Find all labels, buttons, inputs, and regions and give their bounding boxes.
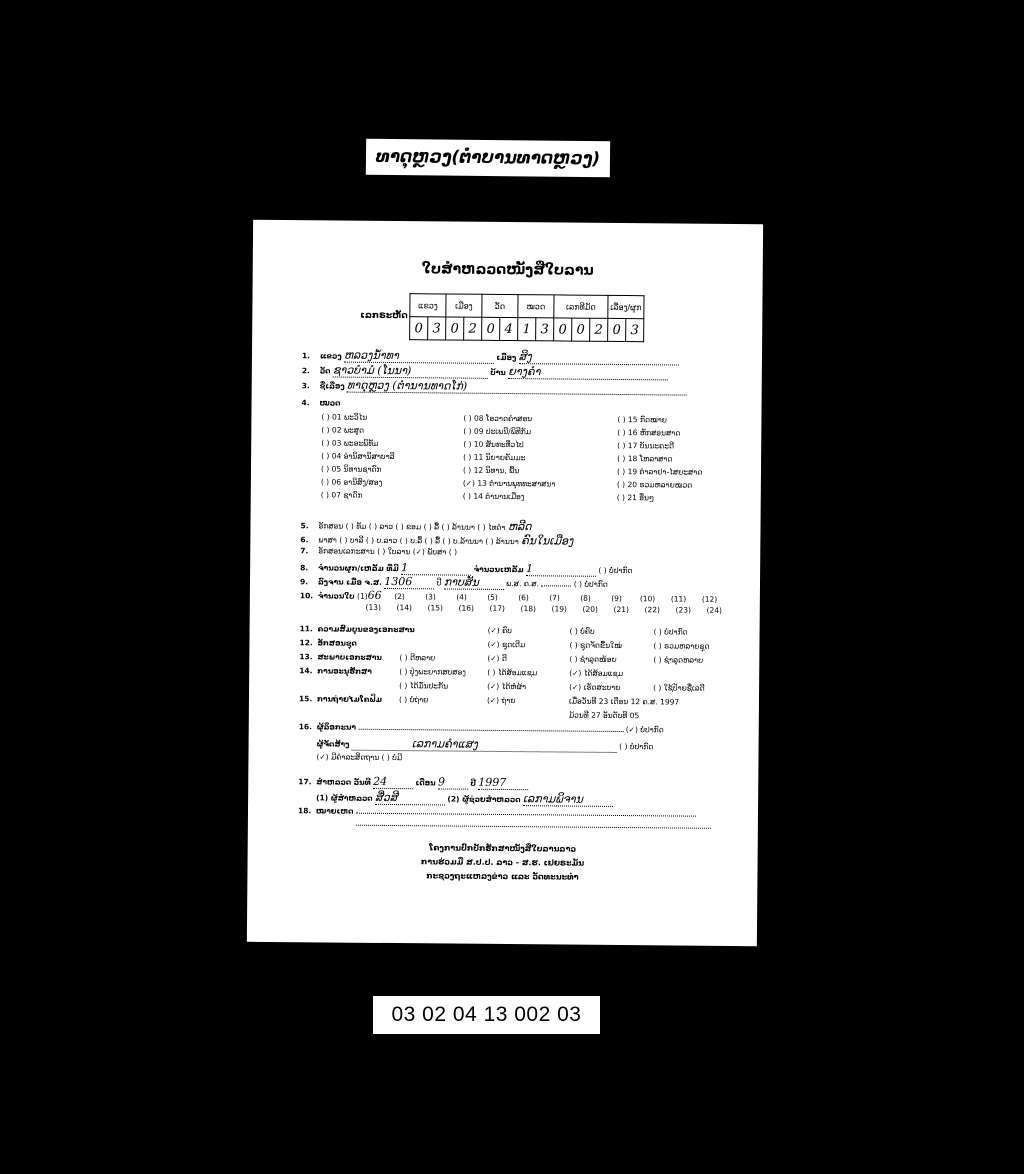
row-set: 12. ອັກສອນຊຸດ [299, 638, 357, 648]
row-title: 3. ຊື່ເລື່ອງ ທາດຸຫຼວງ (ຕໍານານທາດໂກ່) [302, 378, 687, 395]
code-digit: 0 [446, 317, 464, 340]
bottom-code-label: 03 02 04 13 002 03 [373, 996, 600, 1034]
condition-option: ( ) ປຸ່ງພະຍາກສບສອງ [399, 667, 466, 677]
category-option: ( ) 11 ນິຍາຍຄັມມະ [463, 452, 526, 463]
row-scribe: 16. ຜູ້ລຶອກະນາ (✓) ບໍ່ປາກົດ [298, 722, 664, 735]
category-option: ( ) 07 ຊາດົກ [320, 490, 363, 500]
condition-option: (✓) ຄົບ [487, 625, 512, 636]
category-option: ( ) 01 ພະວິໄນ [321, 412, 368, 422]
condition-option: ( ) ໄດ້ມັ່ນປະກັນ [399, 681, 449, 691]
code-header: ເລກທີມັດ [554, 295, 608, 318]
leaf-count-slot: (24) [706, 605, 723, 615]
row-leaves: 10. ຈໍານວນໃບ (1)66 (2) (3) (4) (5) (6) (7) (8) (9) (10) (11) (12) [300, 588, 725, 605]
code-digit: 0 [608, 318, 626, 341]
row-notes: 18. ໝາຍເຫດ [298, 806, 696, 818]
condition-option: (✓) ຖ່າຍ [486, 695, 516, 706]
microfilm-roll: ມ້ວນທີ 27 ອັນດັບທີ 05 [568, 710, 640, 721]
code-digit: 3 [428, 317, 446, 340]
row-temple: 2. ວັດ ຊາວບໍາມໍ (ໂນນາ) ບ້ານ ຍາງຄໍາ [302, 363, 668, 380]
code-digit: 2 [464, 317, 482, 340]
condition-option: ( ) ຊໍາລຸດໜ້ອຍ [569, 654, 617, 664]
leaf-count-slot: (14) [396, 603, 413, 613]
row-conservation: 14. ການອະນຸຮັກສາ [299, 666, 372, 676]
category-option: ( ) 19 ຕໍາລາຢາ-ໄສຍະສາດ [616, 466, 703, 477]
category-option: ( ) 21 ອື່ນໆ [616, 492, 655, 503]
code-header: ເລື່ອງ/ຜູກ [608, 295, 644, 318]
condition-option: (✓) ໄດ້ສ້ອມແຊມ [569, 668, 624, 679]
code-header: ວັດ [482, 294, 518, 317]
row-condition: 13. ສະພາບເອກະສານ [299, 652, 382, 662]
leaf-count-slot: (15) [427, 603, 444, 613]
condition-option: ( ) ບໍ່ຄົບ [569, 626, 595, 636]
code-header: ແຂວງ [410, 294, 446, 317]
category-option: ( ) 17 ບັນນະຄະດີ [617, 440, 675, 451]
leaf-count-slot: (17) [489, 603, 506, 614]
leaf-count-slot: (13) [365, 602, 382, 612]
category-option: ( ) 06 ອານິສົງ/ສອງ [320, 477, 383, 487]
category-option: ( ) 14 ຕໍານານເມືອງ [462, 491, 525, 502]
code-header: ເມືອງ [446, 294, 482, 317]
leaf-count-slot: (10) [639, 594, 656, 604]
condition-option: ( ) ດີຫລາຍ [399, 653, 436, 663]
district-value: ສິງ [518, 350, 532, 364]
leaf-count-slot: (12) [701, 594, 718, 604]
footer-cooperation: ການຮ່ວມມື ສ.ປ.ປ. ລາວ - ສ.ຮ. ເຢຍຣະມັນ [420, 857, 585, 868]
leaf-count-slot: (5) [487, 592, 498, 602]
condition-option: (✓) ຊຸດເດີມ [487, 639, 526, 650]
leaf-count-slot: (23) [675, 605, 692, 615]
category-option: (✓) 13 ຕໍານານພຸທທະສາສນາ [462, 478, 556, 489]
category-option: ( ) 18 ໂຫລາສາດ [617, 453, 673, 464]
category-option: ( ) 02 ພະສູດ [321, 425, 365, 435]
leaf-count-slot: (9) [611, 593, 622, 604]
code-digit: 2 [590, 318, 608, 341]
category-option: ( ) 04 ອໍານິສານິສາບາລີ [321, 451, 395, 462]
code-digit: 3 [536, 318, 554, 341]
code-digit: 0 [554, 318, 572, 341]
code-digit: 1 [518, 318, 536, 341]
leaf-count-slot: (19) [551, 604, 568, 614]
code-table [409, 293, 644, 342]
condition-option: (✓) ໄດ້ຫໍ່ຜ້າ [487, 681, 527, 692]
code-digit: 3 [626, 319, 644, 342]
leaf-count-slot: (3) [425, 592, 436, 602]
row-notes-2 [356, 819, 711, 831]
row-material: 7. ອັກສອນເລກະສານ ( ) ໃບລານ (✓) ພັບສາ ( ) [300, 546, 458, 557]
category-option: ( ) 16 ຫັກສອນສາດ [617, 427, 681, 438]
leaf-count-slot: (20) [582, 604, 599, 614]
village-value: ຍາງຄໍາ [508, 365, 541, 379]
leaf-count-slot: (8) [580, 593, 591, 603]
top-title-label: ທາດຸຫຼວງ(ຕໍາບານທາດຫຼວງ) [366, 139, 610, 178]
condition-option: (✓) ດີ [487, 653, 507, 664]
condition-option: ( ) ໄດ້ສ້ອມແຊມ [487, 667, 538, 678]
row-leaves-2 [358, 603, 730, 615]
row-category: 4. ໝວດ [301, 398, 341, 408]
leaf-count-slot: (6) [518, 593, 529, 603]
condition-option: ( ) ບໍ່ຖ່າຍ [398, 695, 429, 705]
leaf-count-slot: (4) [456, 592, 467, 602]
footer-ministry: ກະຊວງຖະແຫລງຂ່າວ ແລະ ວັດທະນະທໍາ [426, 871, 579, 882]
row-surveyors: (1) ຜູ້ສໍາຫລວດ ສີ່ວສີ (2) ຜູ້ຊ່ວຍສໍາຫລວດ ເລກາມພິຈານ [316, 790, 613, 807]
row-completeness: 11. ຄວາມສົມບູນຂອງເອກະສານ [299, 624, 415, 635]
code-digit: 0 [482, 317, 500, 340]
category-option: ( ) 20 ຣວມຫລາຍໝວດ [616, 479, 693, 490]
leaf-count-slot: (22) [644, 605, 661, 615]
condition-option: ( ) ໃຊ້ປ້າຍຊື່ເລດີ [653, 683, 705, 693]
category-option: ( ) 10 ສັນທະທີ່ວໄປ [463, 439, 524, 450]
row-colophon: (✓) ມີຄໍາລະສິດຖານ ( ) ບໍ່ມີ [316, 752, 403, 763]
row-microfilm: 15. ການຖ່າຍໄມໂຄຟິມ [298, 694, 383, 704]
category-option: ( ) 12 ນິທານ, ພື້ນ [462, 465, 520, 476]
category-option: ( ) 05 ນິທານຊາດົກ [320, 464, 382, 474]
leaf-count-slot: (7) [549, 593, 560, 603]
survey-form [247, 220, 763, 946]
leaf-count-slot: (16) [458, 603, 475, 613]
microfilm-date: ເມື່ອວັນທີ 23 ເດືອນ 12 ຄ.ສ. 1997 [568, 696, 680, 707]
category-option: ( ) 09 ປະເພນີ/ພິທີກັມ [463, 426, 532, 437]
form-title: ໃບສໍາຫລວດໜັງສືໃບລານ [421, 261, 594, 279]
category-option: ( ) 15 ກົດໝາຍ [617, 414, 667, 425]
manuscript-title-value: ທາດຸຫຼວງ (ຕໍານານທາດໂກ່) [346, 378, 468, 393]
leaf-count-slot: (21) [613, 604, 630, 615]
code-digit: 0 [572, 318, 590, 341]
province-value: ຫລວງນໍ້າທາ [344, 348, 399, 363]
row-sponsor: ຜູ້ຈັດສ້າງ ເລກາມຄໍາແສງ ( ) ບໍ່ປາກົດ [316, 737, 654, 752]
condition-option: ( ) ບໍ່ປາກົດ [653, 627, 688, 637]
footer-project: ໂຄງການປົກປັກຮັກສາໜັງສືໃບລານລາວ [429, 843, 577, 854]
category-option: ( ) 08 ໂອວາດຄໍາສອນ [463, 413, 533, 424]
code-label: ເລກຣະຫັດ [360, 310, 408, 322]
condition-option: (✓) ເຮັດສະບາຍ [569, 682, 621, 693]
condition-option: ( ) ຊໍາລຸດຫລາຍ [653, 655, 704, 665]
code-digit: 0 [410, 317, 428, 340]
leaf-count-slot: (2) [394, 592, 405, 602]
temple-value: ຊາວບໍາມໍ (ໂນນາ) [332, 363, 412, 378]
row-language: 6. ພາສາ ( ) ບາລີ ( ) ບ.ລາວ ( ) ບ.ລື້ ( ) ລື້ ( ) ບ.ລ້ານນາ ( ) ລ້ານນາ ຄົນໃນເມືອງ [300, 534, 574, 548]
row-date: 9. ລົງຈານ ເມື່ອ ຈ.ສ. 1306 ປີ ກາບສັນ ພ.ສ. ຄ.ສ. ( ) ບໍ່ປາກົດ [299, 574, 608, 589]
code-digit: 4 [500, 317, 518, 340]
condition-option: ( ) ຣວມຫລາຍຊຸດ [653, 641, 710, 651]
condition-option: ( ) ຊຸດຈັດຂື້ນໃໝ່ [569, 640, 622, 651]
code-header: ໝວດ [518, 295, 554, 318]
leaf-count-slot: (11) [670, 594, 687, 604]
row-fascicles: 8. ຈໍານວນຜູກ/ເຫລັ້ມ ທີ່ມີ 1 ຈໍານວນເຫລັ້ມ 1 ( ) ບໍ່ປາກົດ [300, 561, 633, 576]
category-option: ( ) 03 ພະອະພິທັມ [321, 438, 379, 448]
row-survey-date: 17. ສໍາຫລວດ ວັນທີ 24 ເດືອນ 9 ປີ 1997 [298, 774, 528, 790]
row-province: 1. ແຂວງ ຫລວງນໍ້າທາ ເມືອງ ສິງ [302, 348, 679, 365]
leaf-count-slot: (18) [520, 604, 537, 614]
row-script: 5. ອັກສອນ ( ) ທັມ ( ) ລາວ ( ) ຂອມ ( ) ລື້ ( ) ລ້ານນາ ( ) ໄທດໍາ ຫລີດ [300, 520, 532, 534]
